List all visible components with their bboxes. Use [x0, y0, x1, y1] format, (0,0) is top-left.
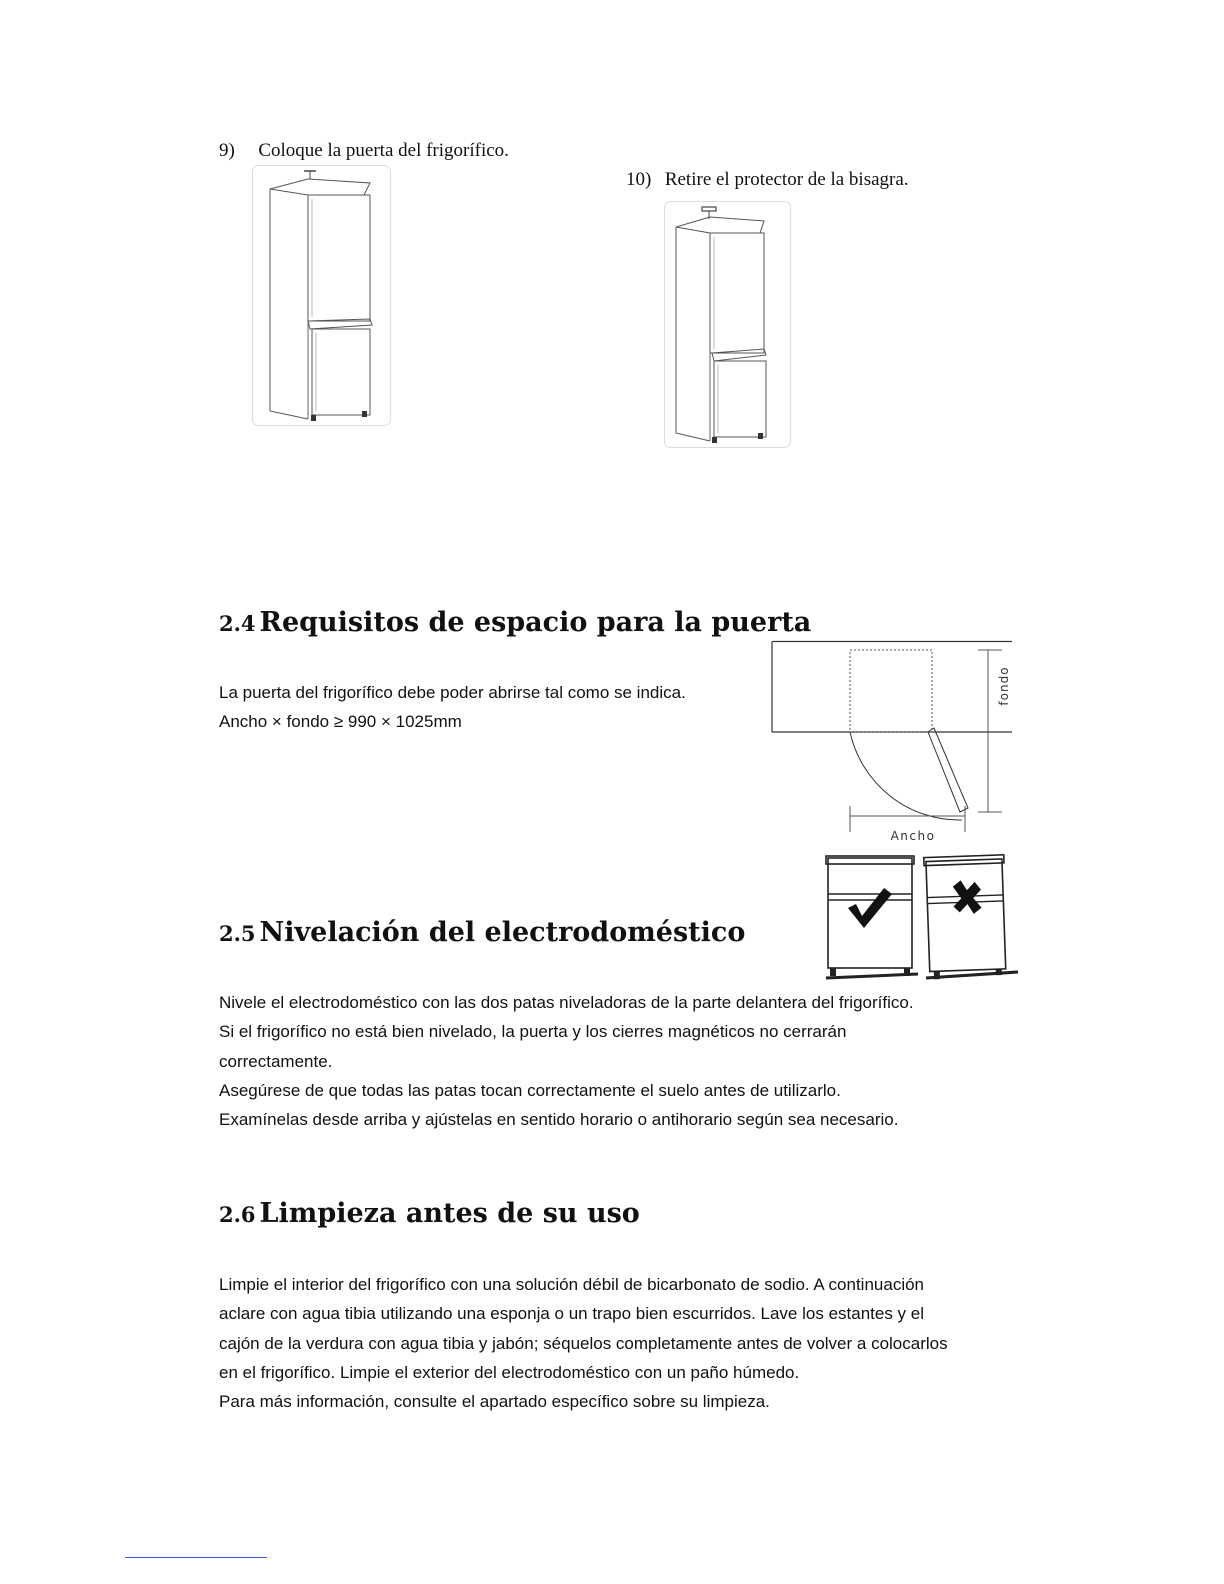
paragraph-line: aclare con agua tibia utilizando una esponja o un trapo bien escurridos. Lave los estantes y el	[219, 1304, 925, 1324]
section-title: Requisitos de espacio para la puerta	[259, 607, 812, 638]
depth-label: fondo	[997, 666, 1011, 706]
level-fridge-correct	[826, 856, 918, 978]
paragraph-line: Si el frigorífico no está bien nivelado, la puerta y los cierres magnéticos no cerrarán	[219, 1022, 847, 1042]
paragraph-line: Para más información, consulte el apartado específico sobre su limpieza.	[219, 1392, 770, 1412]
section-number: 2.4	[219, 611, 256, 636]
fridge-hinge-protector-illustration	[664, 201, 792, 449]
section-number: 2.5	[219, 921, 256, 946]
step-9-caption	[219, 140, 509, 162]
section-2-4-heading	[219, 607, 811, 638]
paragraph-line: Examínelas desde arriba y ajústelas en sentido horario o antihorario según sea necesario.	[219, 1110, 899, 1130]
paragraph-line: Nivele el electrodoméstico con las dos patas niveladoras de la parte delantera del frigorífico.	[219, 993, 914, 1012]
step-10-text: Retire el protector de la bisagra.	[664, 169, 909, 190]
paragraph-line: cajón de la verdura con agua tibia y jabón; séquelos completamente antes de volver a colocarlos	[219, 1333, 948, 1353]
paragraph-line: en el frigorífico. Limpie el exterior del electrodoméstico con un paño húmedo.	[219, 1362, 800, 1382]
section-2-4-body	[219, 678, 759, 737]
section-2-6-body	[219, 1270, 1009, 1416]
width-label: Ancho	[890, 829, 936, 843]
step-10-caption	[626, 169, 909, 191]
step-10-number: 10)	[626, 169, 652, 190]
section-title: Limpieza antes de su uso	[259, 1198, 640, 1229]
section-2-5-body	[219, 988, 999, 1134]
door-clearance-diagram	[770, 640, 1015, 845]
paragraph-line: Limpie el interior del frigorífico con una solución débil de bicarbonato de sodio. A continuación	[219, 1275, 925, 1294]
paragraph-line: La puerta del frigorífico debe poder abrirse tal como se indica.	[219, 683, 686, 702]
section-number: 2.6	[219, 1202, 256, 1227]
paragraph-line: Asegúrese de que todas las patas tocan correctamente el suelo antes de utilizarlo.	[219, 1080, 841, 1100]
step-9-text: Coloque la puerta del frigorífico.	[258, 140, 509, 161]
paragraph-line: correctamente.	[219, 1051, 333, 1071]
leveling-illustration	[822, 850, 1022, 985]
section-title: Nivelación del electrodoméstico	[259, 917, 746, 948]
paragraph-line: Ancho × fondo ≥ 990 × 1025mm	[219, 712, 462, 732]
step-9-number: 9)	[219, 140, 235, 161]
section-2-5-heading	[219, 917, 745, 948]
footnote-separator	[125, 1557, 267, 1558]
tilted-fridge-incorrect	[924, 855, 1008, 980]
section-2-6-heading	[219, 1198, 640, 1229]
fridge-door-installed-illustration	[252, 165, 392, 427]
